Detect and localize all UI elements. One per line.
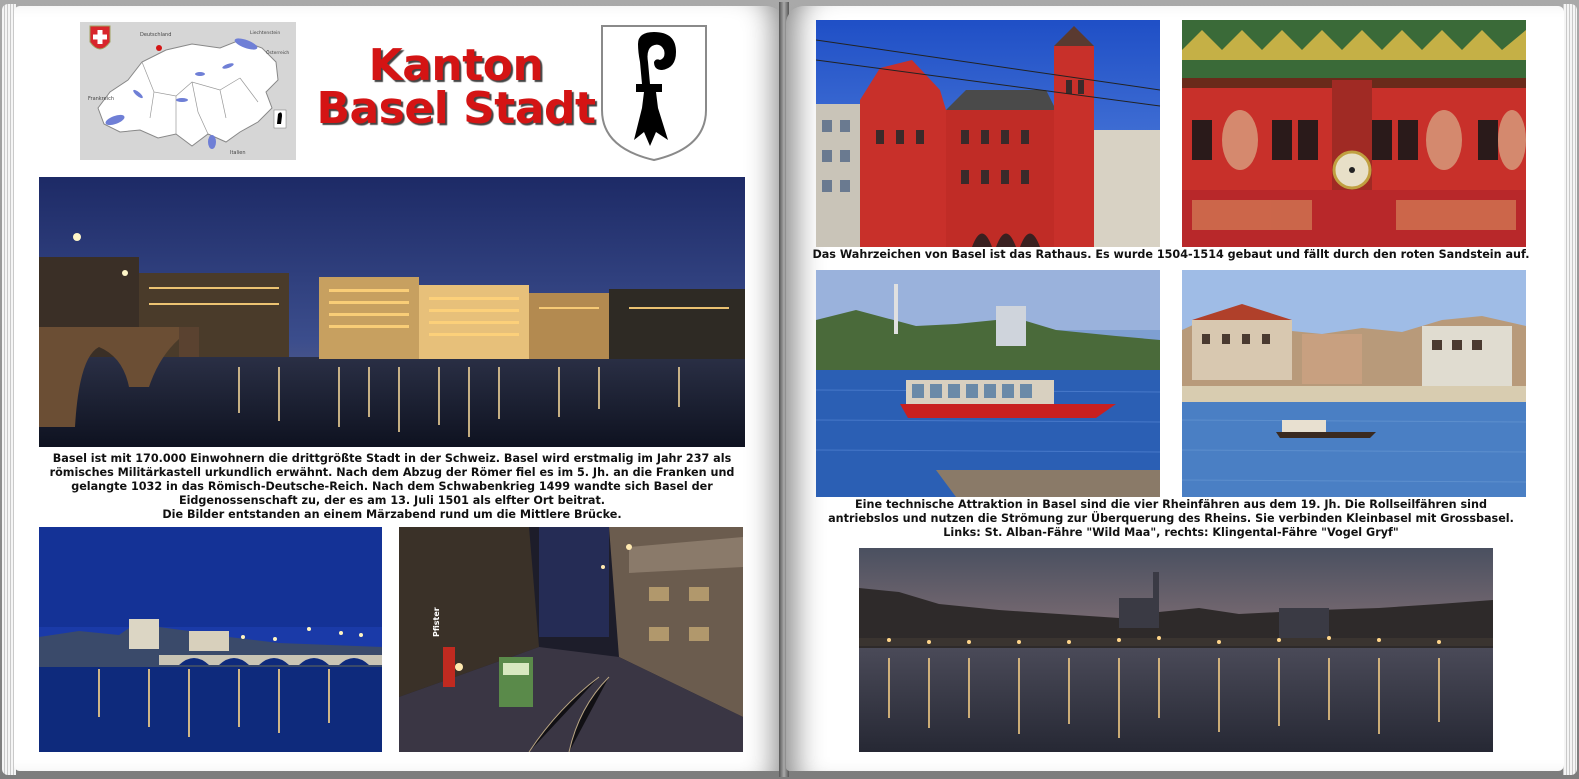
- photo-rhine-evening-panorama: [859, 548, 1493, 752]
- caption-line: Links: St. Alban-Fähre "Wild Maa", rechts: Klingental-Fähre "Vogel Gryf": [943, 526, 1399, 539]
- caption-line: antriebslos und nutzen die Strömung zur Überquerung des Rheins. Sie verbinden Kleinbasel mit Grossbasel.: [828, 512, 1514, 525]
- title-line-2: Basel Stadt: [316, 83, 596, 134]
- caption-line: Die Bilder entstanden an einem Märzabend rund um die Mittlere Brücke.: [162, 508, 622, 521]
- photo-rhine-night-panorama: [39, 177, 745, 447]
- photo-ferry-vogel-gryf: [1182, 270, 1526, 497]
- switzerland-map: [80, 22, 296, 160]
- map-label-frankreich: Frankreich: [88, 96, 115, 102]
- caption-line: gelangte 1032 in das Römisch-Deutsche-Reich. Nach dem Schwabenkrieg 1499 wandte sich Basel der: [71, 480, 713, 493]
- title-line-1: Kanton: [368, 40, 544, 91]
- photo-rathaus-facade: [1182, 20, 1526, 247]
- ferries-caption: [806, 498, 1536, 540]
- caption-line: Eidgenossenschaft zu, der es am 13. Juli 1501 als elfter Ort beitrat.: [178, 494, 606, 507]
- photo-street-with-tram: [399, 527, 743, 752]
- caption-line: Basel ist mit 170.000 Einwohnern die drittgrößte Stadt in der Schweiz. Basel wird erstmalig im Jahr 237 als: [52, 452, 732, 465]
- left-page-caption: [39, 452, 745, 522]
- map-label-oesterreich: Österreich: [266, 51, 290, 56]
- pfister-sign: Pfister: [432, 607, 441, 637]
- right-page: [786, 6, 1564, 771]
- left-page: [14, 6, 784, 771]
- caption-line: Eine technische Attraktion in Basel sind die vier Rheinfähren aus dem 19. Jh. Die Rollseilfähren sind: [855, 498, 1487, 511]
- page-edge-right: [1563, 4, 1577, 775]
- map-label-deutschland: Deutschland: [140, 32, 172, 38]
- map-label-liechtenstein: Liechtenstein: [250, 31, 281, 36]
- photo-ferry-wild-maa: [816, 270, 1160, 497]
- map-label-italien: Italien: [230, 150, 246, 156]
- rathaus-caption: Das Wahrzeichen von Basel ist das Rathaus. Es wurde 1504-1514 gebaut und fällt durch den roten Sandstein auf.: [812, 248, 1530, 261]
- caption-line: römisches Militärkastell urkundlich erwähnt. Nach dem Abzug der Römer fiel es im 5. Jh. an die Franken und: [49, 466, 735, 479]
- photo-mittlere-bruecke-blue-hour: [39, 527, 382, 752]
- photo-rathaus-exterior: [816, 20, 1160, 247]
- page-title: [296, 40, 616, 134]
- basel-coat-of-arms: [598, 22, 710, 162]
